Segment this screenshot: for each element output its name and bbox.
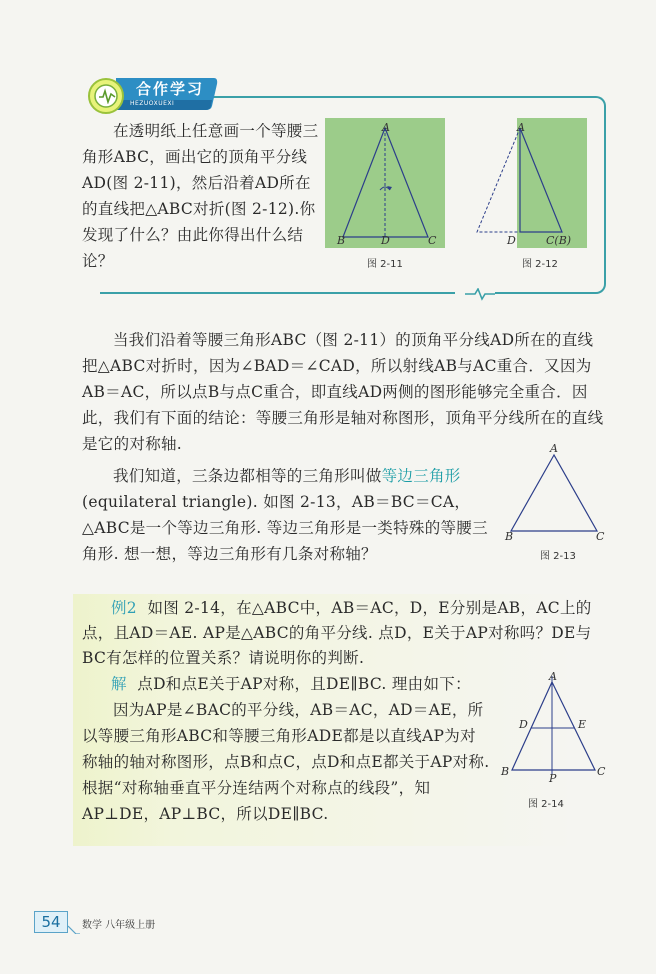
footer-book-title: 数学 八年级上册 bbox=[82, 920, 156, 931]
fig14-label-c: C bbox=[597, 765, 606, 778]
paragraph-equilateral bbox=[82, 463, 492, 567]
example-label: 例2 bbox=[111, 599, 137, 617]
page-number: 54 bbox=[34, 911, 68, 933]
figure-2-12-caption: 图 2-12 bbox=[522, 259, 558, 270]
solution-label: 解 bbox=[111, 675, 127, 693]
cooperative-learning-text: 在透明纸上任意画一个等腰三角形ABC，画出它的顶角平分线AD(图 2-11)，然后沿着AD所在的直线把△ABC对折(图 2-12).你发现了什么？由此你得出什么结论？ bbox=[82, 122, 319, 270]
pulse-icon bbox=[98, 88, 116, 104]
equilateral-term: 等边三角形 bbox=[381, 467, 461, 485]
fig12-label-a: A bbox=[517, 121, 525, 134]
figure-2-13-caption: 图 2-13 bbox=[540, 551, 576, 562]
paragraph-symmetry-explanation: 当我们沿着等腰三角形ABC（图 2-11）的顶角平分线AD所在的直线把△ABC对折时，因为∠BAD＝∠CAD，所以射线AB与AC重合．又因为AB＝AC，所以点B与点C重合，即直线AD两侧的图形能够完全重合．因此，我们有下面的结论：等腰三角形是轴对称图形，顶角平分线所在的直线是它的对称轴. bbox=[82, 331, 604, 453]
example-2 bbox=[82, 596, 607, 671]
fig14-label-a: A bbox=[549, 670, 557, 683]
equilateral-text-after: (equilateral triangle). 如图 2-13，AB＝BC＝CA，△ABC是一个等边三角形. 等边三角形是一类特殊的等腰三角形. 想一想，等边三角形有几条对称轴？ bbox=[82, 493, 488, 563]
frame-break-mark bbox=[465, 288, 495, 302]
fig14-label-d: D bbox=[519, 718, 528, 731]
fig13-label-b: B bbox=[505, 530, 514, 543]
footer-arrow-mark bbox=[68, 924, 80, 934]
solution-first: 点D和点E关于AP对称，且DE∥BC. 理由如下： bbox=[137, 675, 471, 693]
fig13-label-c: C bbox=[596, 530, 605, 543]
fig11-label-a: A bbox=[382, 121, 390, 134]
fig13-label-a: A bbox=[550, 442, 558, 455]
fig12-label-cb: C(B) bbox=[546, 234, 572, 247]
figure-2-11-triangle bbox=[325, 118, 445, 250]
solution-body: 因为AP是∠BAC的平分线，AB＝AC，AD＝AE，所以等腰三角形ABC和等腰三角形ADE都是以直线AP为对称轴的轴对称图形，点B和点C，点D和点E都关于AP对称. 根据“对称轴垂直平分连结两个对称点的线段”，知AP⊥DE，AP⊥BC，所以DE∥BC. bbox=[82, 701, 490, 823]
fig11-label-c: C bbox=[428, 234, 437, 247]
cooperative-learning-title: 合作学习 bbox=[135, 80, 204, 98]
fig12-label-d: D bbox=[507, 234, 516, 247]
fig14-label-p: P bbox=[549, 772, 557, 785]
solution bbox=[82, 671, 490, 827]
cooperative-learning-subtitle: HEZUOXUEXI bbox=[130, 100, 175, 107]
figure-2-12-triangle bbox=[470, 118, 590, 250]
figure-2-14-caption: 图 2-14 bbox=[528, 799, 564, 810]
fig11-label-d: D bbox=[381, 234, 390, 247]
figure-2-11-caption: 图 2-11 bbox=[367, 259, 403, 270]
fig14-label-b: B bbox=[501, 765, 510, 778]
example-text: 如图 2-14，在△ABC中，AB＝AC，D，E分别是AB，AC上的点，且AD＝AE. AP是△ABC的角平分线. 点D，E关于AP对称吗？DE与BC有怎样的位置关系？请说明你的判断. bbox=[82, 599, 592, 667]
equilateral-text-before: 我们知道，三条边都相等的三角形叫做 bbox=[113, 467, 382, 485]
fig14-label-e: E bbox=[578, 718, 587, 731]
fig11-label-b: B bbox=[337, 234, 346, 247]
